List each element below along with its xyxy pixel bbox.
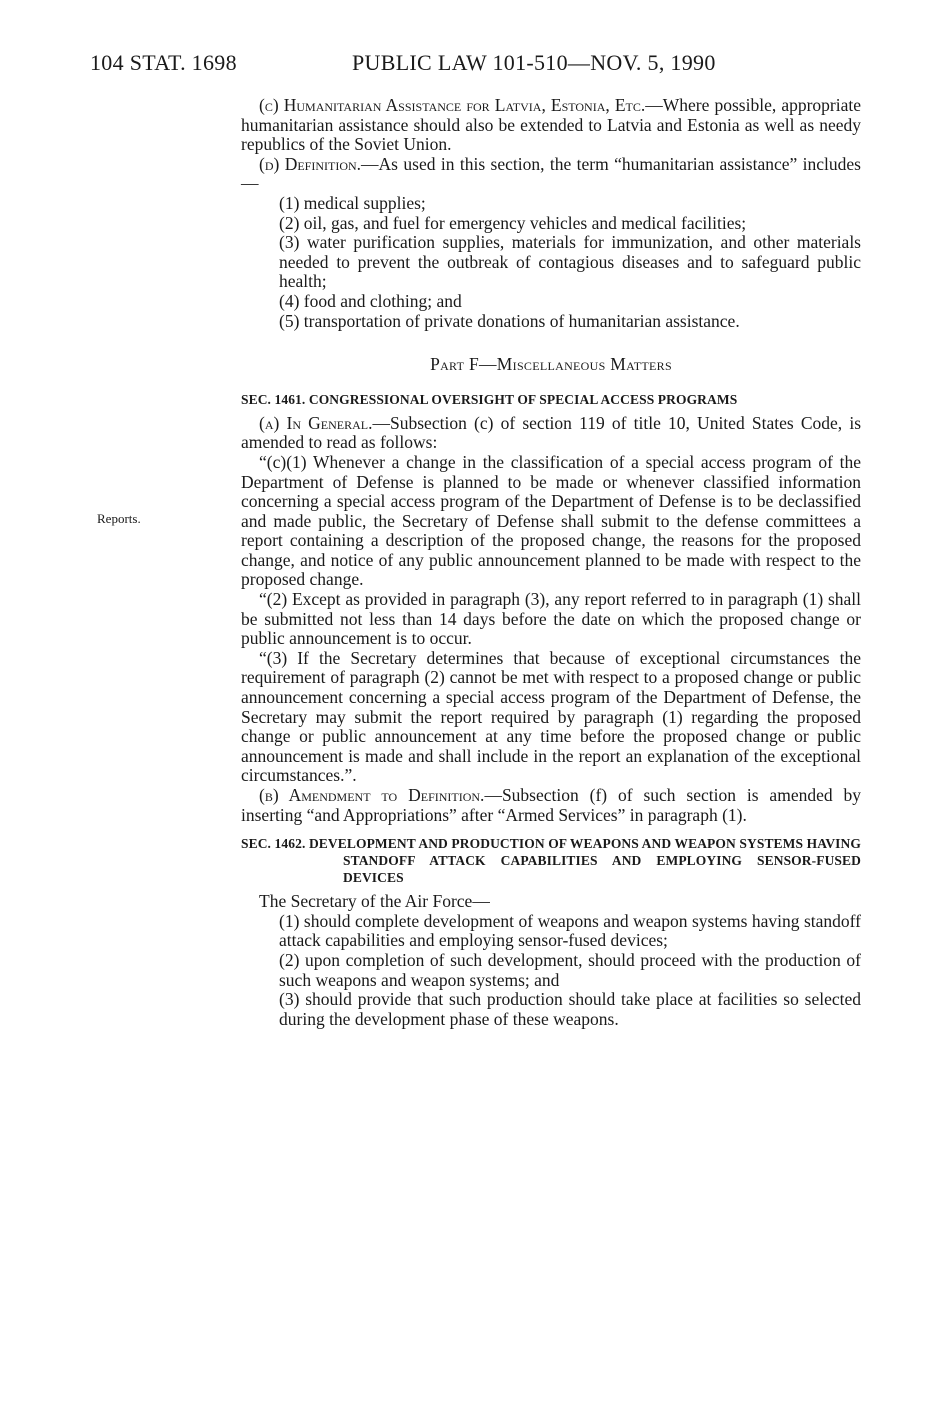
definition-item: (3) water purification supplies, materials for immunization, and other materials needed to prevent the outbreak of contagious diseases and to safeguard public health; bbox=[279, 232, 861, 292]
section-1462-intro: The Secretary of the Air Force— bbox=[259, 891, 490, 912]
running-head: PUBLIC LAW 101-510—NOV. 5, 1990 bbox=[352, 50, 716, 75]
definition-item: (5) transportation of private donations of humanitarian assistance. bbox=[279, 310, 740, 331]
main-text-column bbox=[241, 96, 861, 1029]
margin-note: Reports. bbox=[97, 511, 141, 526]
section-1462-item: (2) upon completion of such development, should proceed with the production of such weapons and weapon systems; and bbox=[279, 949, 861, 990]
subsection-d-heading: (d) Definition. bbox=[259, 153, 362, 174]
definition-item: (1) medical supplies; bbox=[279, 192, 426, 213]
section-1461-title: SEC. 1461. CONGRESSIONAL OVERSIGHT OF SPECIAL ACCESS PROGRAMS bbox=[241, 391, 738, 407]
section-1462-item: (1) should complete development of weapons and weapon systems having standoff attack capabilities and employing sensor-fused devices; bbox=[279, 910, 861, 951]
section-1461-b bbox=[241, 786, 861, 825]
page-header bbox=[90, 50, 870, 80]
section-1461-b-heading: (b) Amendment to Definition. bbox=[259, 785, 485, 805]
subsection-c-heading: (c) Humanitarian Assistance for Latvia, Estonia, Etc. bbox=[259, 95, 646, 115]
section-1462-item: (3) should provide that such production should take place at facilities so selected during the development phase of these weapons. bbox=[279, 989, 861, 1029]
section-1461-a-text: —Subsection (c) of section 119 of title 10, United States Code, is amended to read as follows: bbox=[241, 412, 862, 453]
section-1461-a bbox=[241, 414, 861, 453]
subsection-c bbox=[241, 96, 861, 155]
section-1461-paragraph-1: “(c)(1) Whenever a change in the classification of a special access program of the Department of Defense is planned to be made or whenever classified information concerning a special access program of the Department of Defense is to be declassified and made public, the Secretary of Defense shall submit to the defense committees a report containing a description of the proposed change, the reasons for the proposed change, and notice of any public announcement planned to be made with respect to the proposed change. bbox=[241, 451, 861, 590]
definition-item: (2) oil, gas, and fuel for emergency vehicles and medical facilities; bbox=[279, 212, 747, 233]
section-1461-a-heading: (a) In General. bbox=[259, 412, 373, 433]
section-1461-paragraph-2: “(2) Except as provided in paragraph (3), any report referred to in paragraph (1) shall be submitted not less than 14 days before the date on which the proposed change or public announcement is to occur. bbox=[241, 589, 861, 649]
part-heading: Part F—Miscellaneous Matters bbox=[430, 354, 672, 375]
subsection-d-text: —As used in this section, the term “humanitarian assistance” includes— bbox=[241, 153, 861, 194]
statute-page-number: 104 STAT. 1698 bbox=[90, 50, 237, 75]
section-1461-paragraph-3: “(3) If the Secretary determines that because of exceptional circumstances the requirement of paragraph (2) cannot be met with respect to a proposed change or public announcement concerning a special access program of the Department of Defense, the Secretary may submit the report required by paragraph (1) regarding the proposed change or public announcement at any time before the proposed change or public announcement is made and shall include in the report an explanation of the exceptional circumstances.”. bbox=[241, 647, 861, 786]
subsection-c-text: —Where possible, appropriate humanitarian assistance should also be extended to Latvia and Estonia as well as needy republics of the Soviet Union. bbox=[241, 95, 861, 155]
subsection-d bbox=[241, 155, 861, 194]
section-1461-b-text: —Subsection (f) of such section is amended by inserting “and Appropriations” after “Armed Services” in paragraph (1). bbox=[241, 785, 861, 825]
definition-item: (4) food and clothing; and bbox=[279, 290, 462, 311]
section-1462-title: SEC. 1462. DEVELOPMENT AND PRODUCTION OF WEAPONS AND WEAPON SYSTEMS HAVING STANDOFF ATTACK CAPABILITIES AND EMPLOYING SENSOR-FUSED DEVICES bbox=[241, 836, 861, 886]
